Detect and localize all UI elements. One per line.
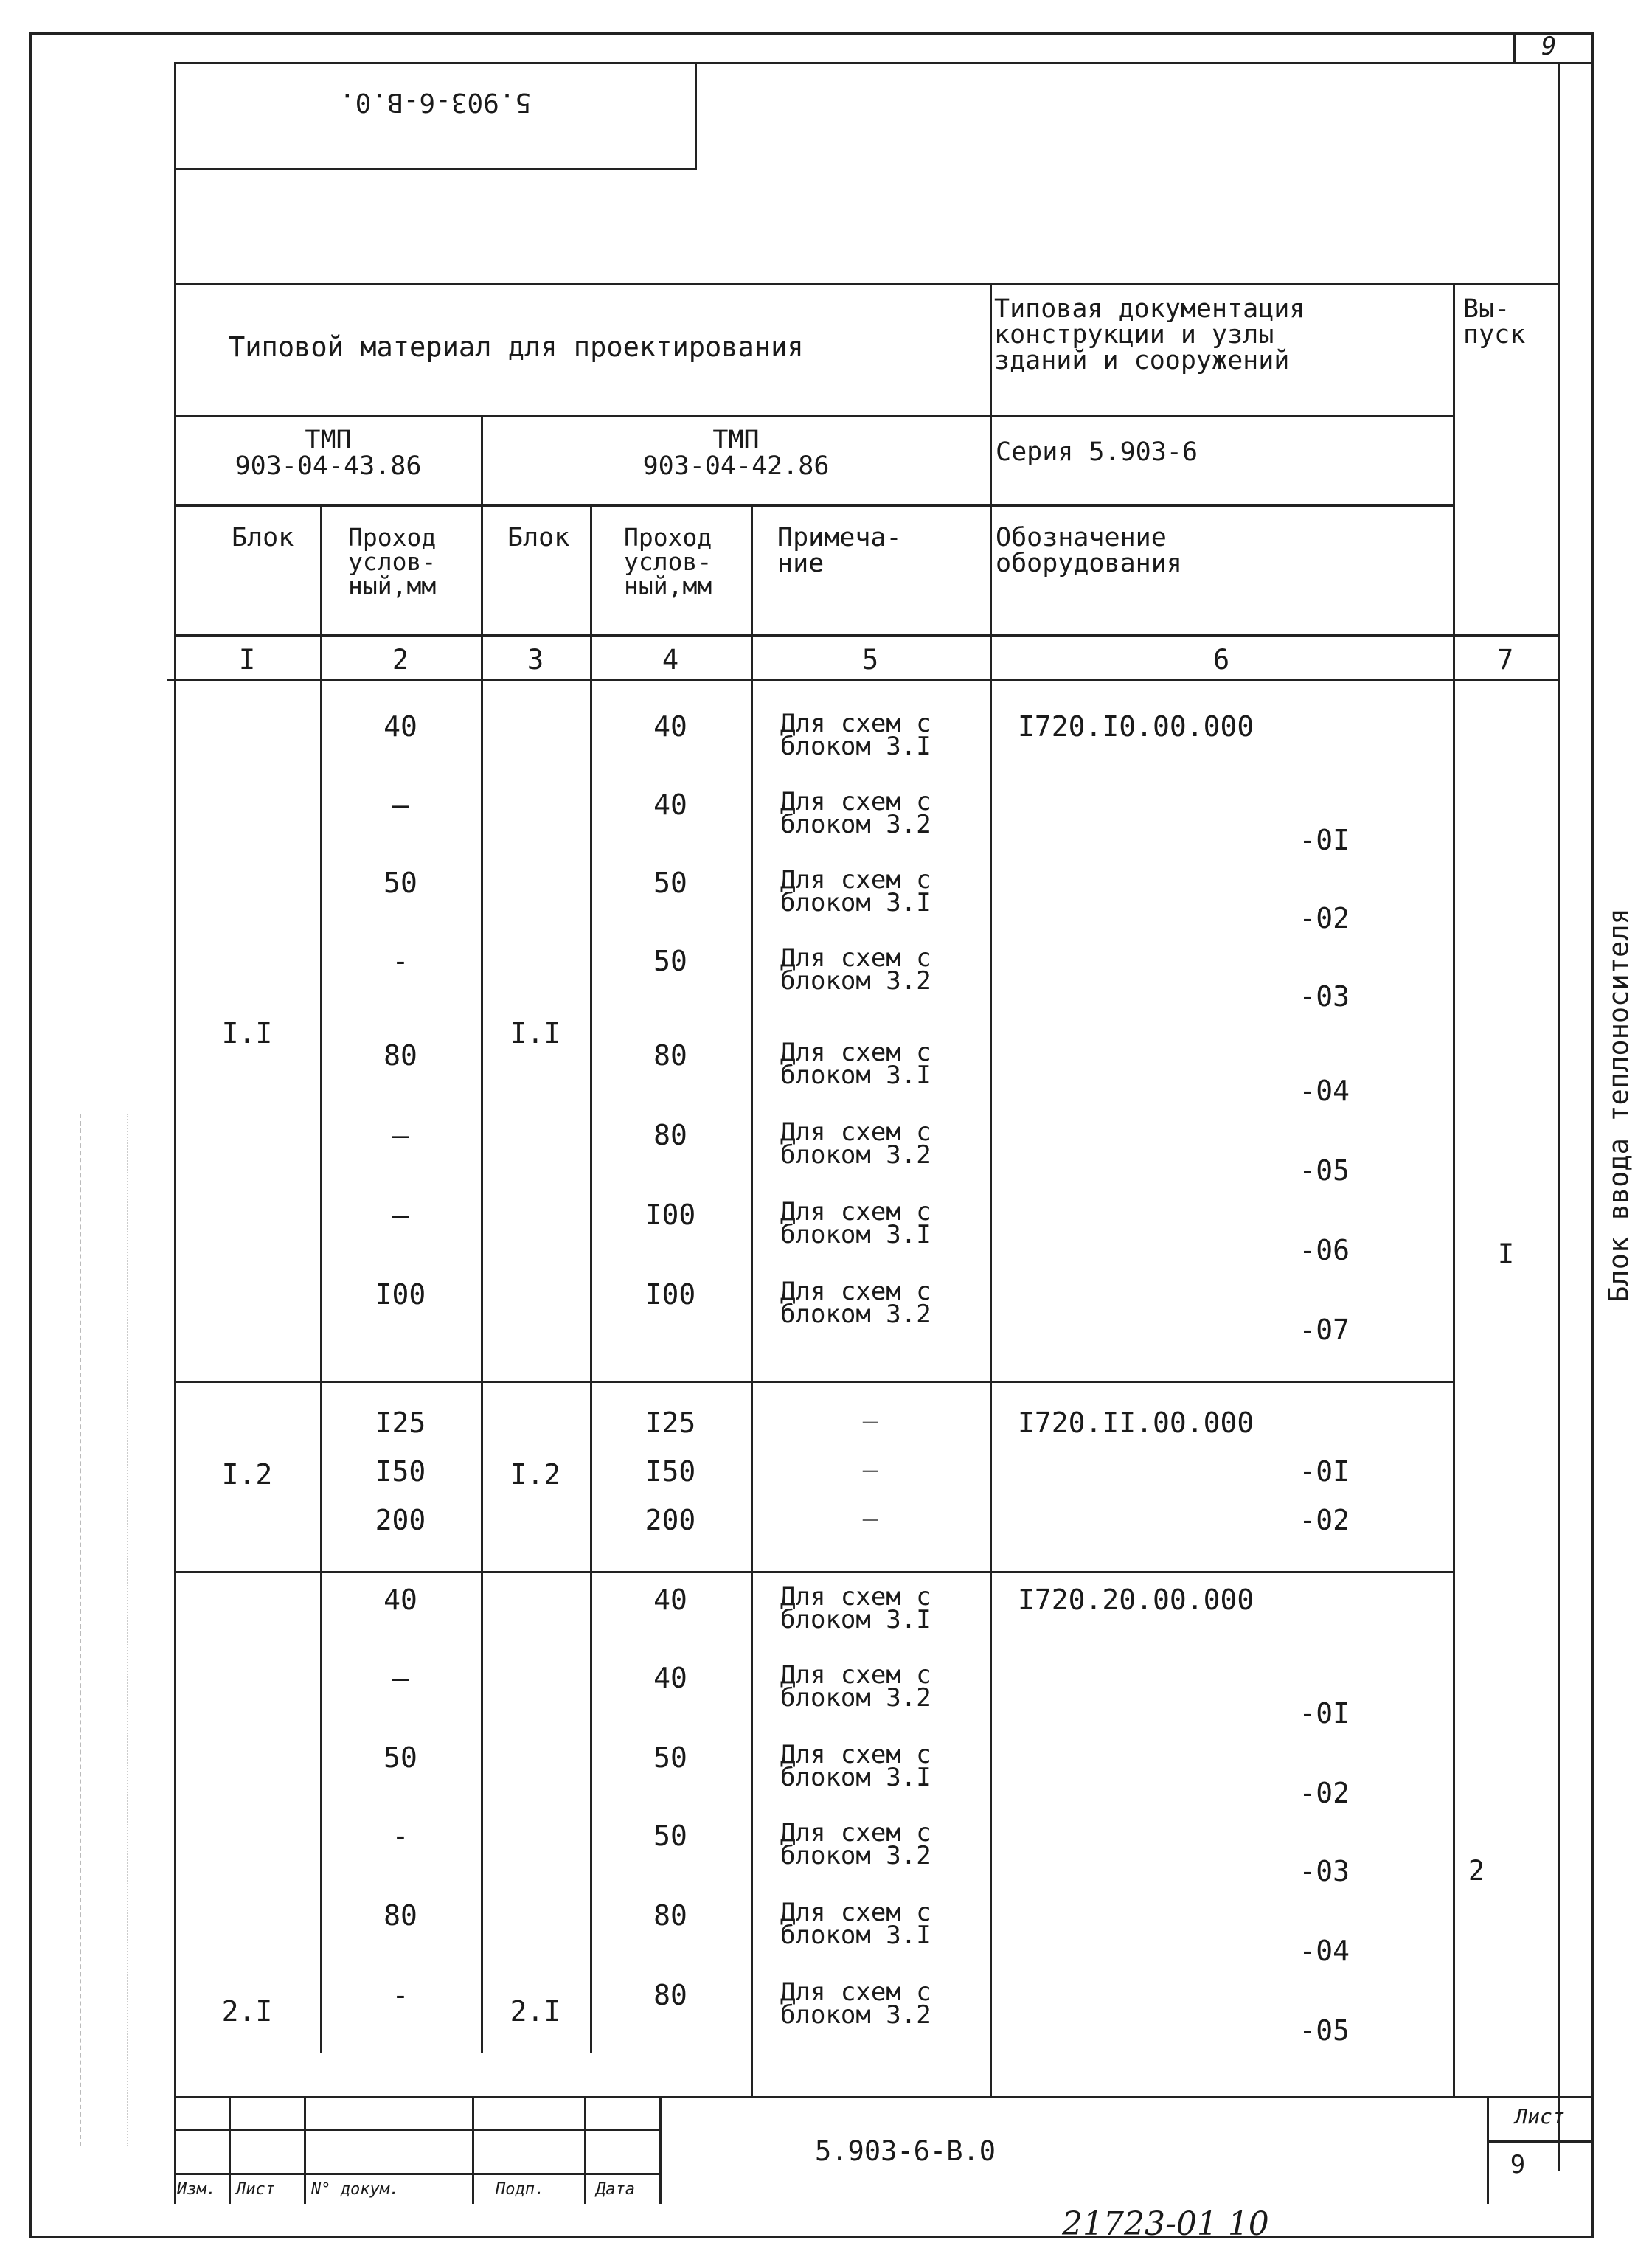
header-doc-type: Типовая документация конструкции и узлы зданий и сооружений [994,294,1305,375]
header-row2-bottom [174,504,1454,507]
stamp-col-5 [659,2096,662,2204]
page-number-box-left [1513,32,1516,63]
row-pass-a: 50 [383,867,417,899]
row-pass-a: I00 [375,1278,426,1311]
row-note: Для схем с блоком 3.2 [780,1818,931,1871]
row-note: Для схем с блоком 3.2 [780,787,931,840]
row-pass-b: 40 [653,710,687,743]
row-pass-b: 50 [653,867,687,899]
row-code: -02 [1299,902,1350,934]
row-pass-a: - [392,1979,409,2011]
numbers-row-bottom [167,679,1558,681]
frame-bottom [29,2236,1593,2238]
stamp-line-1 [174,2096,1591,2098]
row-pass-b: 40 [653,1662,687,1694]
group-block-a: I.I [221,1017,273,1050]
header-row1-bottom [174,415,1454,417]
table-top [174,62,1513,64]
frame-left [29,32,32,2238]
col-header-block-b: Блок [507,523,570,552]
row-note: Для схем с блоком 3.2 [780,1117,931,1171]
row-code: -03 [1299,980,1350,1013]
row-note: – [862,1455,878,1485]
margin-binding-strip [80,1114,128,2146]
row-pass-b: 80 [653,1119,687,1151]
row-pass-a: – [392,1199,409,1231]
footer-sheet-label: Лист [1515,2104,1565,2129]
row-code: -03 [1299,1855,1350,1887]
group-block-a: 2.I [221,1995,273,2028]
row-note: Для схем с блоком 3.I [780,1898,931,1951]
col-number-7: 7 [1496,644,1514,676]
col-header-note: Примеча- ние [777,523,902,578]
row-pass-b: I00 [645,1278,696,1311]
row-note: Для схем с блоком 3.2 [780,1277,931,1330]
group-block-b: I.I [510,1017,561,1050]
row-note: – [862,1504,878,1533]
row-code: -0I [1299,824,1350,856]
side-label-vertical: Блок ввода теплоносителя [1603,908,1635,1303]
stamp-line-sheet [1487,2140,1591,2143]
stamp-col-2 [304,2096,306,2204]
frame-right [1591,32,1594,2238]
top-stamp-mirrored: 5.903-6-B.0. [339,87,532,117]
col-line-4 [751,504,753,2098]
table-left [174,62,176,2204]
stamp-box-bottom [174,168,696,170]
issue-1: I [1497,1238,1515,1270]
colheader-bottom [174,634,1558,637]
row-pass-b: 200 [645,1504,696,1536]
col-header-pass-a: Проход услов- ный,мм [348,523,437,600]
header-issue-label: Вы- пуск [1463,294,1526,350]
row-pass-b: I50 [645,1455,696,1488]
stamp-label-sign: Подп. [496,2180,545,2199]
stamp-col-3 [472,2096,474,2204]
col-line-6 [1453,283,1455,2098]
stamp-label-list: Лист [236,2180,275,2199]
row-code: -02 [1299,1777,1350,1809]
row-code: -04 [1299,1935,1350,1967]
row-pass-a: 50 [383,1741,417,1774]
row-code: -05 [1299,2014,1350,2047]
row-note: Для схем с блоком 3.2 [780,943,931,996]
page-number-box-bottom [1513,62,1591,64]
issue-2: 2 [1468,1855,1485,1887]
row-pass-b: 80 [653,1979,687,2011]
col-number-4: 4 [662,644,679,676]
row-pass-b: 80 [653,1039,687,1072]
stamp-label-izm: Изм. [177,2180,216,2199]
row-note: – [862,1407,878,1436]
col-number-1: I [238,644,256,676]
row-code: -0I [1299,1455,1350,1488]
row-pass-b: 50 [653,1741,687,1774]
row-pass-a: 40 [383,1584,417,1616]
col-number-5: 5 [861,644,879,676]
row-pass-a: 80 [383,1899,417,1932]
col-header-designation: Обозначение оборудования [996,523,1182,578]
table-right [1558,62,1560,2171]
row-pass-b: 50 [653,1820,687,1852]
row-note: Для схем с блоком 3.I [780,709,931,762]
footer-sheet-number: 9 [1510,2150,1526,2179]
col-header-block-a: Блок [232,523,294,552]
col-line-5 [990,283,992,2098]
stamp-col-4 [584,2096,586,2204]
page-number: 9 [1541,32,1557,61]
group-block-a: I.2 [221,1458,273,1491]
stamp-line-2 [174,2129,661,2131]
row-pass-b: I00 [645,1199,696,1231]
col-header-pass-b: Проход услов- ный,мм [624,523,712,600]
stamp-label-date: Дата [596,2180,635,2199]
row-code: -07 [1299,1314,1350,1346]
row-code: -05 [1299,1154,1350,1187]
row-pass-a: - [392,1820,409,1852]
tmp-right: ТМП 903-04-42.86 [642,426,830,481]
row-pass-a: 40 [383,710,417,743]
row-pass-a: – [392,788,409,821]
col-number-6: 6 [1212,644,1230,676]
stamp-line-3 [174,2173,661,2175]
tmp-left: ТМП 903-04-43.86 [235,426,422,481]
row-pass-a: I25 [375,1407,426,1439]
col-number-3: 3 [527,644,544,676]
stamp-box-right [695,62,697,170]
stamp-label-doc: N° докум. [311,2180,400,2199]
row-note: Для схем с блоком 3.I [780,1740,931,1793]
row-note: Для схем с блоком 3.2 [780,1660,931,1713]
handwritten-number: 21723-01 10 [1062,2205,1269,2243]
row-code: -06 [1299,1234,1350,1266]
row-pass-a: 200 [375,1504,426,1536]
footer-doc-code: 5.903-6-B.0 [815,2135,996,2167]
row-note: Для схем с блоком 3.I [780,865,931,918]
header-title: Типовой материал для проектирования [229,331,804,363]
col-number-2: 2 [392,644,409,676]
row-pass-a: I50 [375,1455,426,1488]
frame-top [29,32,1593,35]
row-pass-a: – [392,1662,409,1694]
series: Серия 5.903-6 [996,437,1198,467]
group-block-b: I.2 [510,1458,561,1491]
row-code: -04 [1299,1075,1350,1107]
row-note: Для схем с блоком 3.I [780,1197,931,1250]
row-note: Для схем с блоком 3.2 [780,1977,931,2031]
row-code: -02 [1299,1504,1350,1536]
row-pass-a: 80 [383,1039,417,1072]
stamp-col-1 [229,2096,231,2204]
row-code: I720.II.00.000 [1018,1407,1254,1439]
row-note: Для схем с блоком 3.I [780,1038,931,1091]
group-block-b: 2.I [510,1995,561,2028]
row-pass-a: – [392,1119,409,1151]
row-code: -0I [1299,1697,1350,1730]
header-top [174,283,1558,285]
row-pass-b: 80 [653,1899,687,1932]
row-pass-b: I25 [645,1407,696,1439]
row-note: Для схем с блоком 3.I [780,1582,931,1635]
group1-bottom [174,1381,1454,1383]
row-pass-b: 50 [653,945,687,977]
row-pass-b: 40 [653,788,687,821]
row-pass-b: 40 [653,1584,687,1616]
row-pass-a: - [392,945,409,977]
group2-bottom [174,1571,1454,1573]
row-code: I720.I0.00.000 [1018,710,1254,743]
row-code: I720.20.00.000 [1018,1584,1254,1616]
